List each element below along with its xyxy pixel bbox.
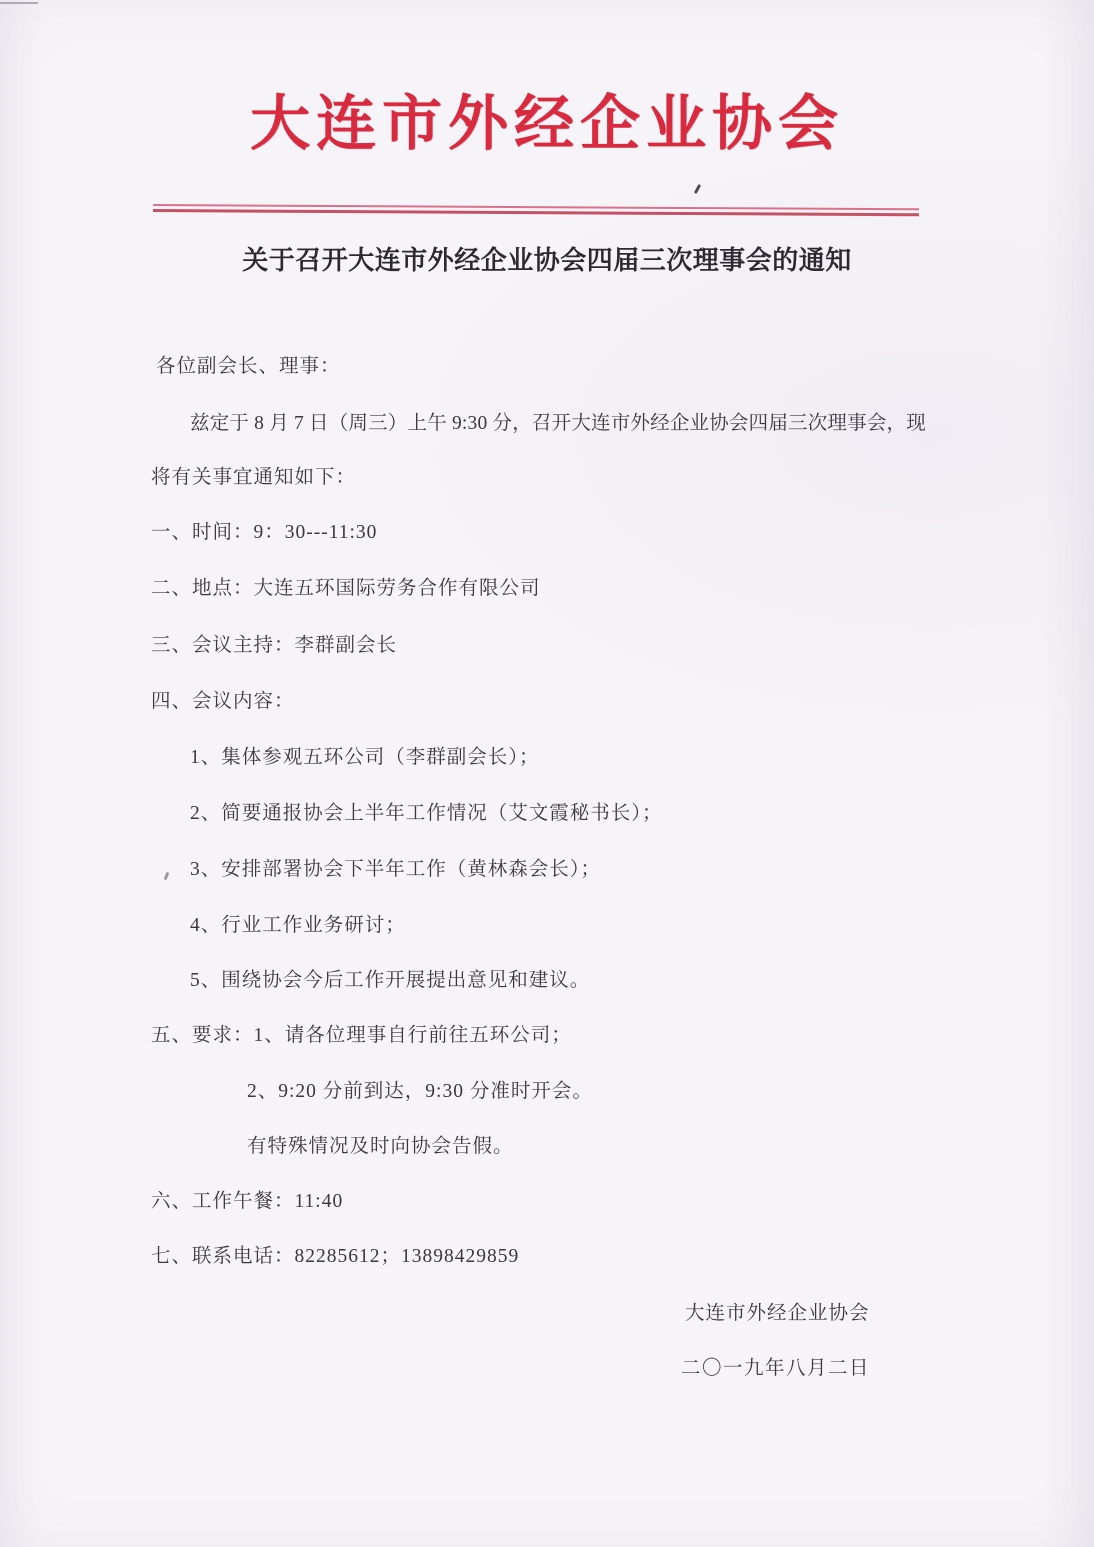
agenda-item-4: 4、行业工作业务研讨； xyxy=(190,915,406,936)
item-host: 三、会议主持：李群副会长 xyxy=(151,635,398,656)
salutation: 各位副会长、理事： xyxy=(156,356,341,377)
requirement-item-2: 2、9:20 分前到达，9:30 分准时开会。 xyxy=(247,1081,593,1102)
notice-heading: 关于召开大连市外经企业协会四届三次理事会的通知 xyxy=(242,246,852,275)
agenda-item-5: 5、围绕协会今后工作开展提出意见和建议。 xyxy=(190,970,591,991)
letterhead-double-rule xyxy=(153,204,919,216)
intro-line-1: 兹定于 8 月 7 日（周三）上午 9:30 分，召开大连市外经企业协会四届三次理事会，现 xyxy=(190,413,926,434)
stray-pen-mark xyxy=(694,184,701,194)
intro-line-2: 将有关事宜通知如下： xyxy=(151,467,357,488)
rule-line-thick xyxy=(153,209,919,216)
letterhead-org-title: 大连市外经企业协会 xyxy=(250,91,844,157)
agenda-item-1: 1、集体参观五环公司（李群副会长）； xyxy=(190,747,540,768)
item-location: 二、地点：大连五环国际劳务合作有限公司 xyxy=(151,578,541,599)
scan-edge-artifact xyxy=(0,2,38,4)
item-agenda-head: 四、会议内容： xyxy=(151,691,295,712)
stray-smudge-mark xyxy=(164,872,170,881)
item-phone: 七、联系电话：82285612；13898429859 xyxy=(151,1246,520,1267)
agenda-item-3: 3、安排部署协会下半年工作（黄林森会长）； xyxy=(190,859,602,880)
item-requirements-head: 五、要求：1、请各位理事自行前往五环公司； xyxy=(151,1025,572,1046)
signature-org: 大连市外经企业协会 xyxy=(685,1303,870,1324)
agenda-item-2: 2、简要通报协会上半年工作情况（艾文霞秘书长）； xyxy=(190,803,663,824)
signature-date: 二〇一九年八月二日 xyxy=(681,1358,871,1379)
requirement-note: 有特殊情况及时向协会告假。 xyxy=(247,1136,514,1157)
item-time: 一、时间：9：30---11:30 xyxy=(151,522,378,543)
item-lunch: 六、工作午餐：11:40 xyxy=(151,1191,344,1212)
